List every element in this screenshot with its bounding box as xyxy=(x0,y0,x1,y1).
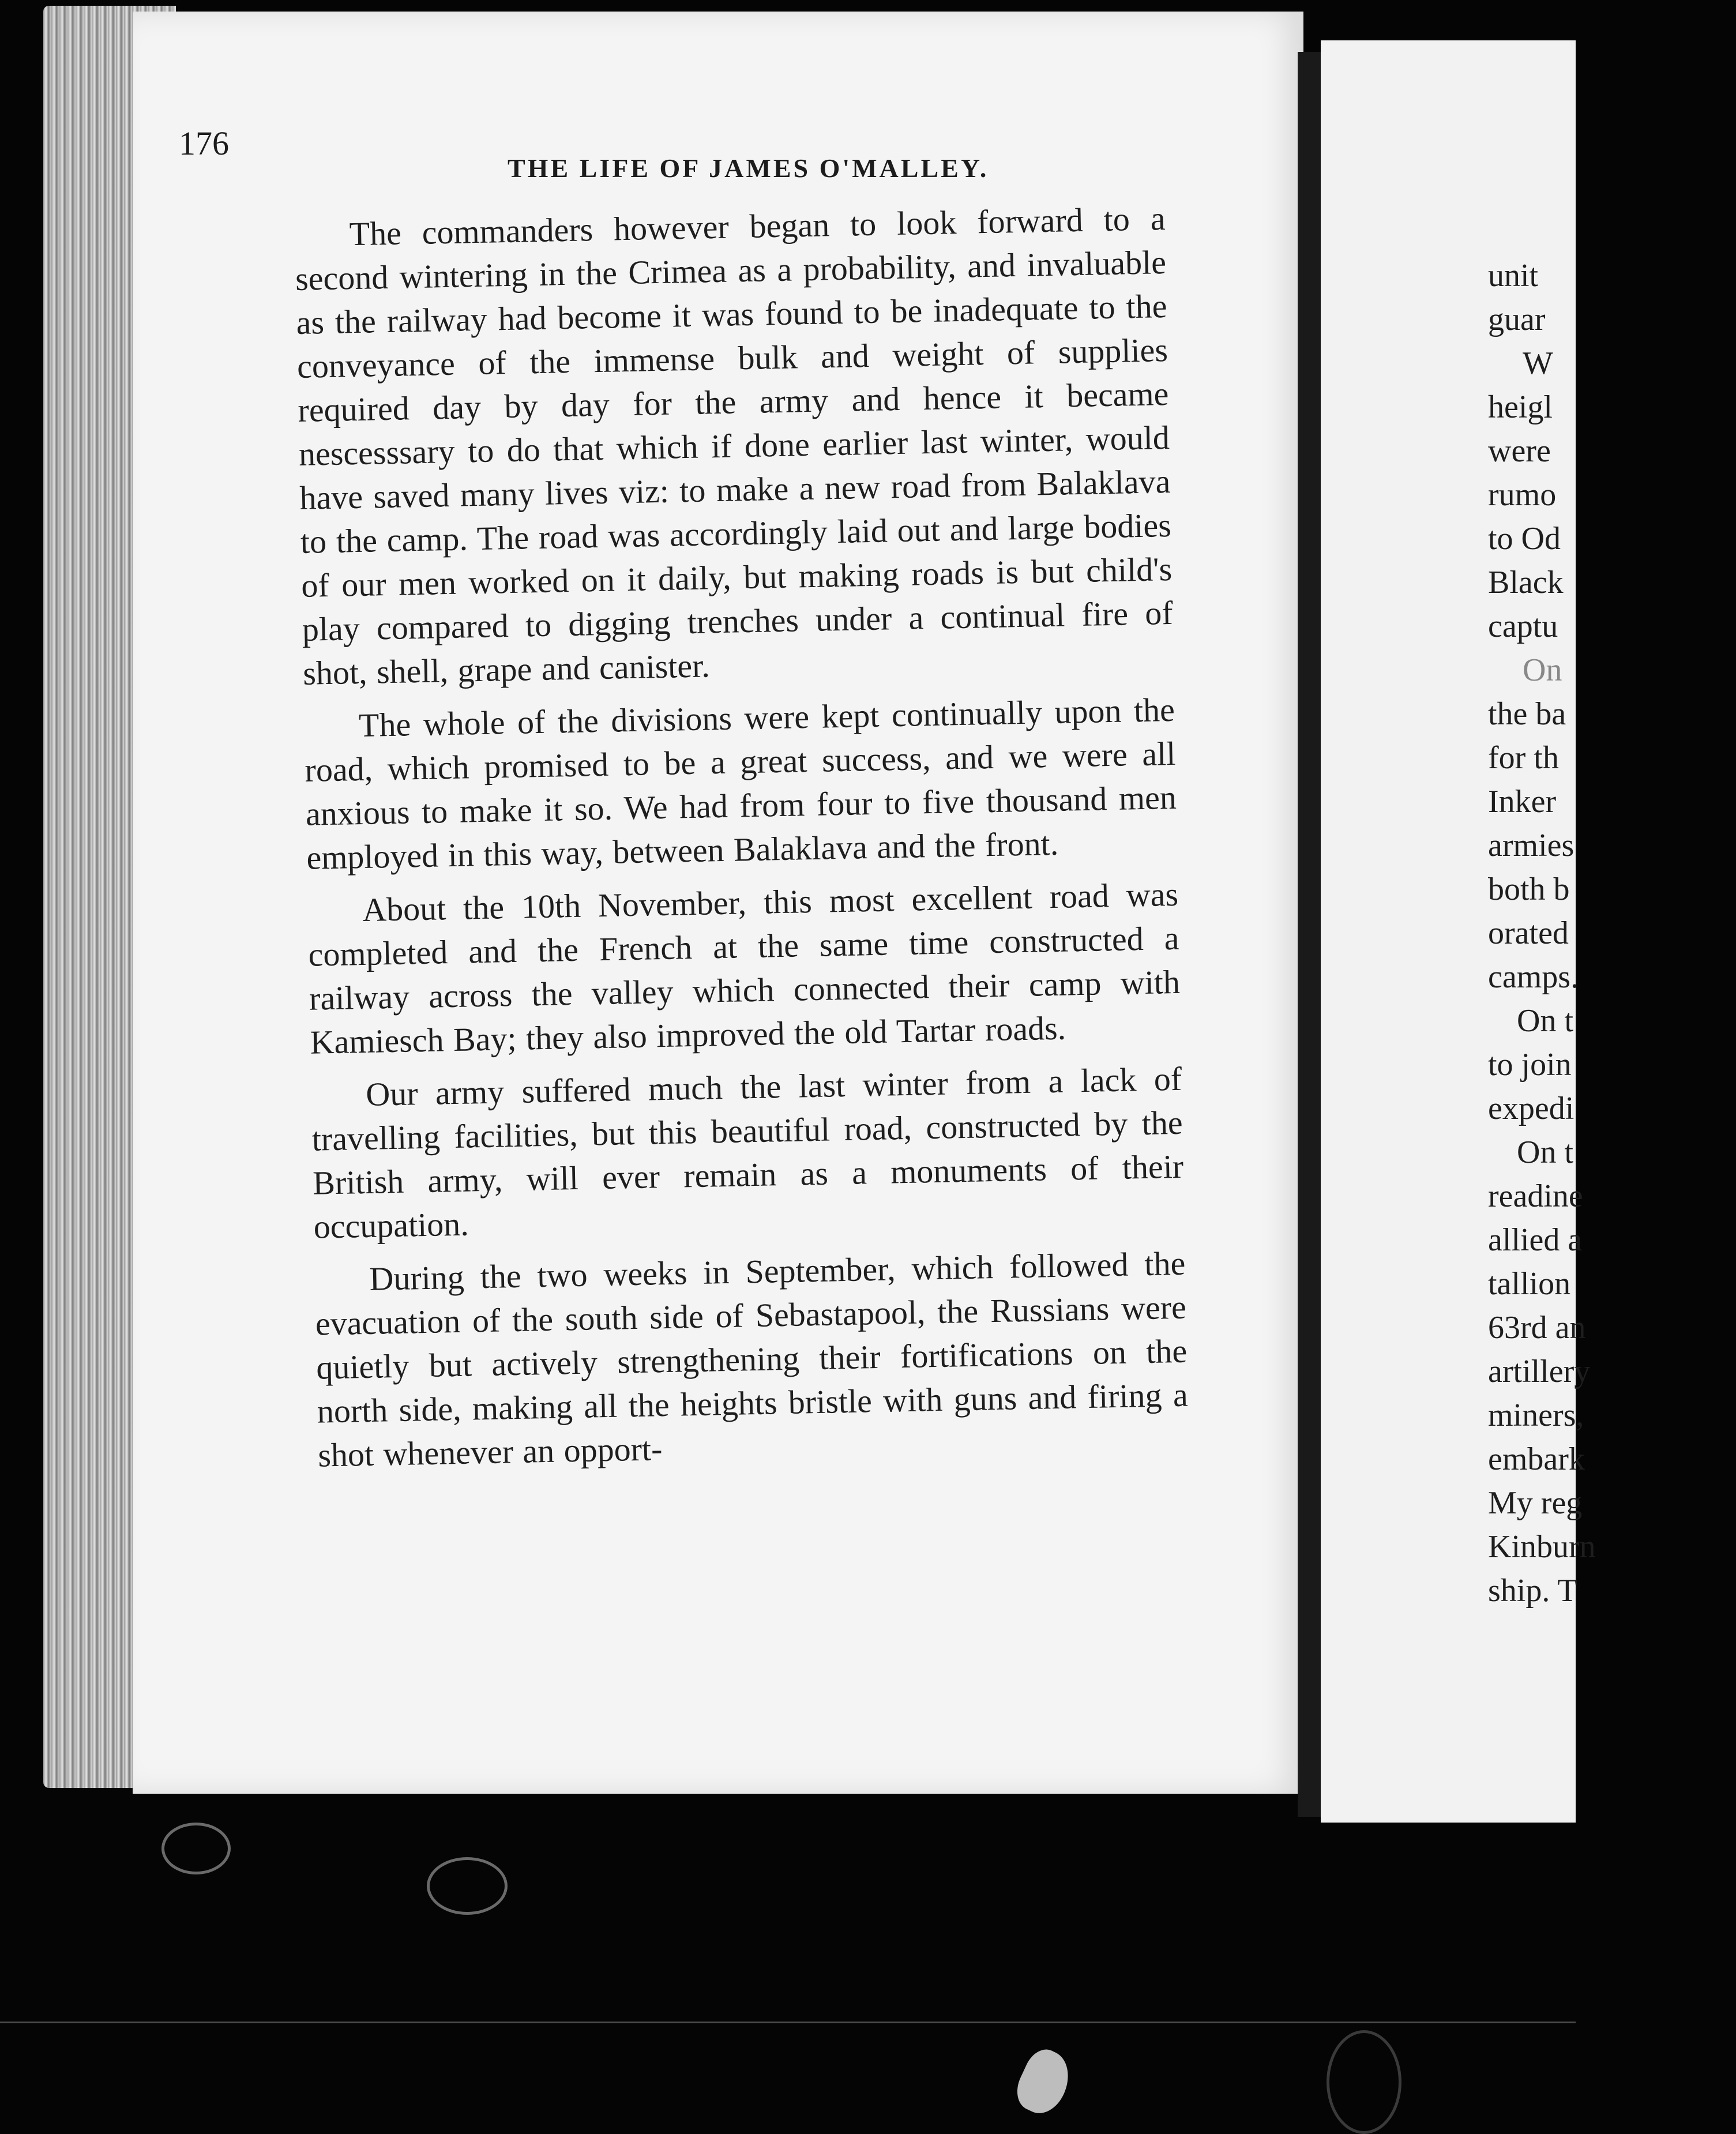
right-line: On xyxy=(1523,652,1562,688)
right-line: Inker xyxy=(1488,784,1557,820)
right-line: My reg xyxy=(1488,1485,1583,1521)
right-line: for th xyxy=(1488,740,1559,776)
paragraph: The whole of the divisions were kept continually upon the road, which promised to be a great success, and we were all anxious to make it so. We had from four to five thousand men employed in this way, between Balaklava and the front. xyxy=(304,690,1177,877)
scan-smudge xyxy=(427,1857,508,1915)
right-line: artillery xyxy=(1488,1354,1591,1389)
right-line: tallion xyxy=(1488,1266,1571,1302)
right-line: On t xyxy=(1517,1003,1573,1039)
right-line: readine xyxy=(1488,1178,1583,1214)
paragraph: About the 10th November, this most excellent road was completed and the French at the same time constructed a railway across the valley which connected their camp with Kamiesch Bay; they also improved the old Tartar roads. xyxy=(308,875,1181,1061)
right-page-text xyxy=(1488,254,1736,1613)
right-line: On t xyxy=(1517,1134,1573,1170)
right-line: orated xyxy=(1488,915,1569,951)
right-line: allied a xyxy=(1488,1222,1583,1258)
right-line: miners, xyxy=(1488,1397,1584,1433)
book-gutter xyxy=(1298,52,1321,1817)
right-line: to join xyxy=(1488,1047,1572,1083)
running-header: THE LIFE OF JAMES O'MALLEY. xyxy=(508,153,989,183)
paragraph: During the two weeks in September, which followed the evacuation of the south side of Sebastapool, the Russians were quietly but actively strengthening their fortifications on the north side, making all the heights bristle with guns and firing a shot whenever an opport- xyxy=(315,1244,1189,1474)
right-line: rumo xyxy=(1488,477,1557,513)
right-line: camps. xyxy=(1488,959,1579,995)
right-line: were xyxy=(1488,433,1551,469)
right-line: Kinburn xyxy=(1488,1529,1596,1565)
paragraph: The commanders however began to look forward to a second wintering in the Crimea as a probability, and invaluable as the railway had become it was found to be inadequate to the conveyance of the immense bulk and weight of supplies required day by day for the army and hence it became nescesssary to do that which if done earlier last winter, would have saved many lives viz: to make a new road from Balaklava to the camp. The road was accordingly laid out and large bodies of our men worked on it daily, but making roads is but child's play compared to digging trenches under a continual fire of shot, shell, grape and canister. xyxy=(295,200,1174,692)
right-line: heigl xyxy=(1488,389,1553,425)
scan-debris xyxy=(1010,2043,1079,2121)
right-line: armies xyxy=(1488,828,1575,863)
scan-smudge xyxy=(161,1823,231,1874)
right-line: both b xyxy=(1488,871,1570,907)
body-text xyxy=(294,197,1189,1487)
right-line: ship. T xyxy=(1488,1573,1577,1609)
right-line: to Od xyxy=(1488,521,1561,557)
paragraph: Our army suffered much the last winter from a lack of travelling facilities, but this beautiful road, constructed by the British army, will ever remain as a monuments of their occupation. xyxy=(311,1060,1184,1246)
right-line: embark xyxy=(1488,1441,1585,1477)
film-edge-line xyxy=(0,2022,1576,2023)
right-line: 63rd an xyxy=(1488,1310,1586,1346)
right-line: captu xyxy=(1488,608,1558,644)
right-line: Black xyxy=(1488,565,1564,600)
right-line: guar xyxy=(1488,302,1546,337)
page-number: 176 xyxy=(179,125,229,162)
right-line: W xyxy=(1523,345,1553,381)
right-page xyxy=(1321,40,1596,1823)
right-line: unit xyxy=(1488,258,1539,294)
scan-smudge xyxy=(1327,2030,1401,2134)
right-line: expedi xyxy=(1488,1091,1575,1126)
right-line: the ba xyxy=(1488,696,1566,732)
